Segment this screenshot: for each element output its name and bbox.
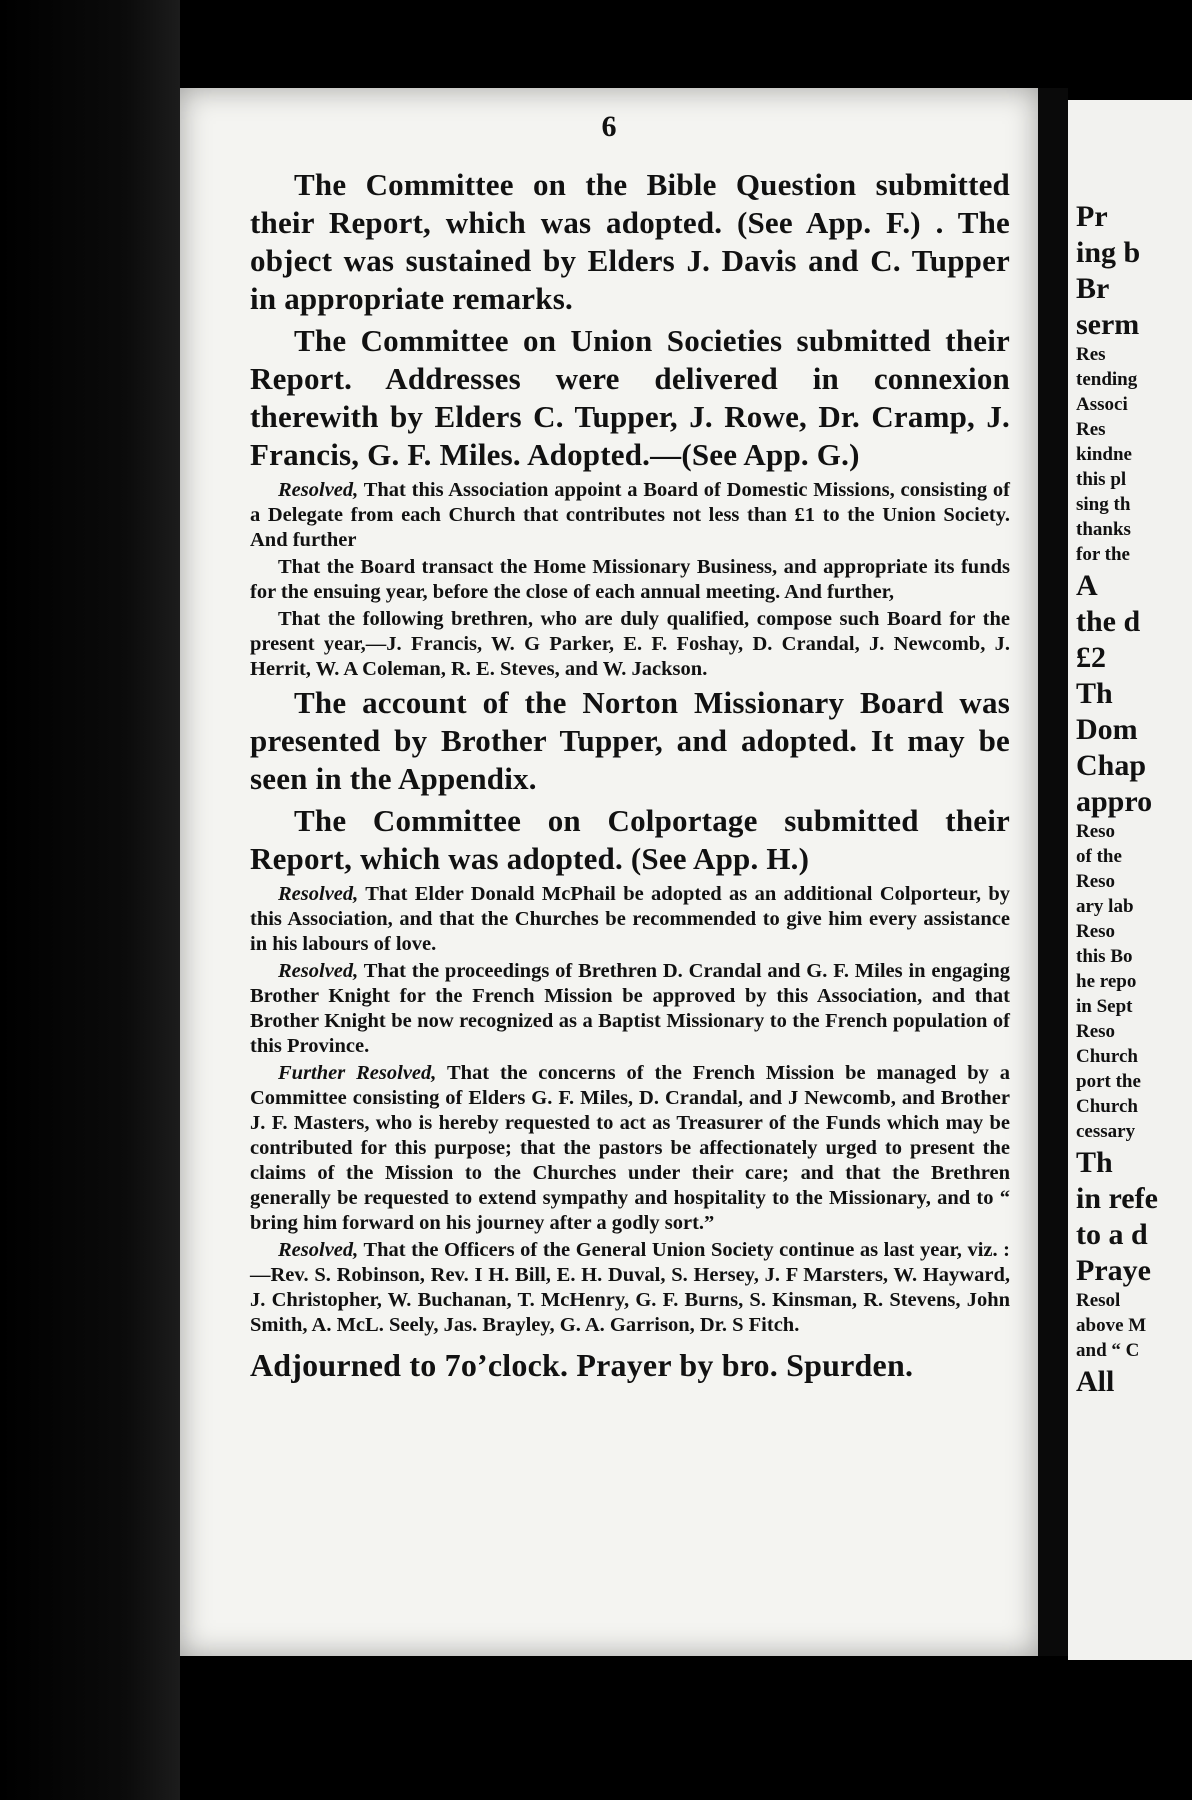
adjacent-page-line: and “ C	[1076, 1340, 1140, 1361]
adjacent-page-line: in refe	[1076, 1182, 1158, 1215]
adjacent-page-line: the d	[1076, 605, 1141, 638]
adjacent-page-line: this pl	[1076, 469, 1127, 490]
adjacent-page-line: Br	[1076, 272, 1110, 305]
adjacent-page-line: port the	[1076, 1071, 1141, 1092]
resolution-paragraph	[250, 555, 1010, 605]
adjacent-page-line: this Bo	[1076, 946, 1133, 967]
adjacent-page-line: All	[1076, 1365, 1115, 1398]
resolution-text: That the Board transact the Home Missionary Business, and appropriate its funds for the ensuing year, before the close of each annual meeting. And further,	[250, 556, 1010, 603]
body-paragraph: The account of the Norton Missionary Board was presented by Brother Tupper, and adopted. It may be seen in the Appendix.	[250, 685, 1010, 796]
resolution-text: That this Association appoint a Board of Domestic Missions, consisting of a Delegate from each Church that contributes not less than £1 to the Union Society. And further	[250, 479, 1010, 551]
book-gutter	[1038, 88, 1068, 1656]
adjacent-page-line: above M	[1076, 1315, 1147, 1336]
page-body-text	[250, 166, 1010, 1388]
resolution-text: That Elder Donald McPhail be adopted as an additional Colporteur, by this Association, and that the Churches be recommended to give him every assistance in his labours of love.	[250, 883, 1010, 955]
adjacent-page-line: appro	[1076, 785, 1153, 818]
adjacent-page-line: in Sept	[1076, 996, 1133, 1017]
scan-border-left	[0, 0, 180, 1800]
resolution-lead: Resolved,	[278, 960, 359, 982]
adjacent-page-line: Praye	[1076, 1254, 1151, 1287]
adjacent-page-line: Reso	[1076, 1021, 1116, 1042]
adjacent-page-line: Church	[1076, 1096, 1138, 1117]
adjacent-page-line: ary lab	[1076, 896, 1134, 917]
adjacent-page-line: sing th	[1076, 494, 1131, 515]
adjacent-page-line: Reso	[1076, 871, 1116, 892]
resolution-lead: Resolved,	[278, 1239, 359, 1261]
adjacent-page-line: of the	[1076, 846, 1122, 867]
adjacent-page-line: Pr	[1076, 200, 1108, 233]
resolution-lead: Resolved,	[278, 479, 359, 501]
resolution-paragraph	[250, 1238, 1010, 1338]
resolution-text: That the proceedings of Brethren D. Crandal and G. F. Miles in engaging Brother Knight for the French Mission be approved by this Association, and that Brother Knight be now recognized as a Baptist Missionary to the French population of this Province.	[250, 960, 1010, 1057]
adjacent-page-line: for the	[1076, 544, 1130, 565]
book-page	[180, 88, 1038, 1656]
adjacent-page-line: Th	[1076, 677, 1113, 710]
adjacent-page-line: Church	[1076, 1046, 1138, 1067]
adjacent-page-fragment	[1068, 100, 1192, 1660]
resolution-text: That the concerns of the French Mission be managed by a Committee consisting of Elders G. F. Miles, D. Crandal, and J Newcomb, and Brother J. F. Masters, who is hereby requested to act as Treasurer of the Funds which may be contributed for this purpose; that the pastors be affectionately urged to present the claims of the Mission to the Churches under their care; and that the Brethren generally be requested to extend sympathy and hospitality to the Missionary, and to “ bring him forward on his journey after a godly sort.”	[250, 1062, 1010, 1234]
resolution-paragraph	[250, 1061, 1010, 1236]
adjacent-page-line: Reso	[1076, 921, 1116, 942]
resolution-text: That the following brethren, who are duly qualified, compose such Board for the present year,—J. Francis, W. G Parker, E. F. Foshay, D. Crandal, J. Newcomb, J. Herrit, W. A Coleman, R. E. Steves, and W. Jackson.	[250, 608, 1010, 680]
adjacent-page-line: ing b	[1076, 236, 1141, 269]
adjacent-page-line: Dom	[1076, 713, 1138, 746]
resolution-paragraph	[250, 959, 1010, 1059]
adjacent-page-line: kindne	[1076, 444, 1132, 465]
adjacent-page-line: Res	[1076, 419, 1106, 440]
body-paragraph: The Committee on Colportage submitted their Report, which was adopted. (See App. H.)	[250, 803, 1010, 876]
resolution-paragraph	[250, 478, 1010, 553]
adjacent-page-line: Chap	[1076, 749, 1147, 782]
adjacent-page-line: he repo	[1076, 971, 1137, 992]
closing-line: Adjourned to 7o’clock. Prayer by bro. Spurden.	[250, 1347, 914, 1383]
resolution-lead: Resolved,	[278, 883, 359, 905]
adjacent-page-line: thanks	[1076, 519, 1131, 540]
resolution-paragraph	[250, 882, 1010, 957]
adjacent-page-line: £2	[1076, 641, 1106, 674]
body-paragraph: The Committee on the Bible Question submitted their Report, which was adopted. (See App. F.) . The object was sustained by Elders J. Davis and C. Tupper in appropriate remarks.	[250, 167, 1010, 316]
adjacent-page-line: tending	[1076, 369, 1138, 390]
page-number: 6	[601, 110, 617, 143]
adjacent-page-line: Res	[1076, 344, 1106, 365]
adjacent-page-line: Reso	[1076, 821, 1116, 842]
body-paragraph: The Committee on Union Societies submitted their Report. Addresses were delivered in connexion therewith by Elders C. Tupper, J. Rowe, Dr. Cramp, J. Francis, G. F. Miles. Adopted.—(See App. G.)	[250, 323, 1010, 472]
adjacent-page-line: Th	[1076, 1146, 1113, 1179]
resolution-lead: Further Resolved,	[278, 1062, 437, 1084]
adjacent-page-line: Resol	[1076, 1290, 1121, 1311]
adjacent-page-line: A	[1076, 569, 1098, 602]
resolution-paragraph	[250, 607, 1010, 682]
adjacent-page-line: cessary	[1076, 1121, 1136, 1142]
resolution-text: That the Officers of the General Union Society continue as last year, viz. :—Rev. S. Robinson, Rev. I H. Bill, E. H. Duval, S. Hersey, J. F Marsters, W. Hayward, J. Christopher, W. Buchanan, T. McHenry, G. F. Burns, S. Kinsman, R. Stevens, John Smith, A. McL. Seely, Jas. Brayley, G. A. Garrison, Dr. S Fitch.	[250, 1239, 1010, 1336]
adjacent-page-line: to a d	[1076, 1218, 1148, 1251]
adjacent-page-line: Associ	[1076, 394, 1128, 415]
adjacent-page-line: serm	[1076, 308, 1140, 341]
